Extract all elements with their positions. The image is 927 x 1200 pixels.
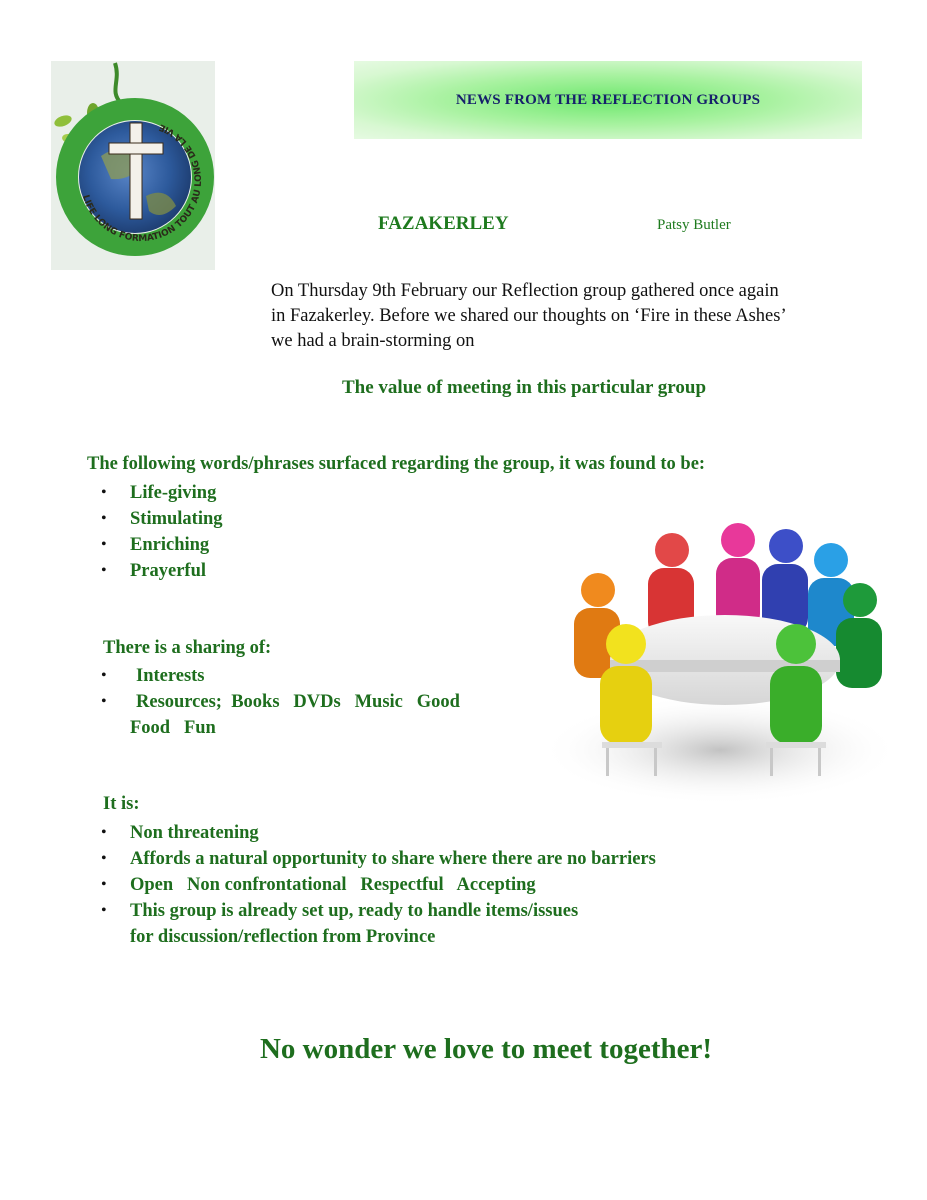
list-item: • Enriching xyxy=(101,532,223,558)
logo xyxy=(51,61,215,270)
sharing-list xyxy=(101,663,460,741)
list-item: • Affords a natural opportunity to share where there are no barriers xyxy=(101,846,656,872)
list-item-continuation: Food Fun xyxy=(130,718,216,738)
intro-line: we had a brain-storming on xyxy=(271,331,475,351)
bullet-icon: • xyxy=(101,536,107,553)
header-banner xyxy=(354,61,862,139)
list-item: • Life-giving xyxy=(101,480,223,506)
intro-line: in Fazakerley. Before we shared our thoughts on ‘Fire in these Ashes’ xyxy=(271,306,787,326)
bullet-icon: • xyxy=(101,667,107,684)
article-place: FAZAKERLEY xyxy=(378,213,509,234)
bullet-icon: • xyxy=(101,510,107,527)
bullet-icon: • xyxy=(101,824,107,841)
bullet-icon: • xyxy=(101,850,107,867)
svg-text:LIFE LONG FORMATION TOUT AU LO: LIFE LONG FORMATION TOUT AU LONG DE LA VIE xyxy=(79,121,205,245)
intro-paragraph xyxy=(271,279,871,354)
article-author: Patsy Butler xyxy=(657,217,731,233)
bullet-icon: • xyxy=(101,876,107,893)
list-item: • This group is already set up, ready to handle items/issues xyxy=(101,898,656,924)
bullet-icon: • xyxy=(101,562,107,579)
sharing-heading: There is a sharing of: xyxy=(103,638,272,658)
closing-line: No wonder we love to meet together! xyxy=(259,1033,713,1065)
round-table-illustration xyxy=(530,520,902,810)
it-is-heading: It is: xyxy=(103,794,140,814)
bullet-icon: • xyxy=(101,693,107,710)
list-item: • Stimulating xyxy=(101,506,223,532)
it-is-list xyxy=(101,820,656,950)
list-item: • Open Non confrontational Respectful Accepting xyxy=(101,872,656,898)
bullet-icon: • xyxy=(101,902,107,919)
list-item: • Prayerful xyxy=(101,558,223,584)
bullet-icon: • xyxy=(101,484,107,501)
list-item-continuation: for discussion/reflection from Province xyxy=(130,927,436,947)
list-item: • Interests xyxy=(101,663,460,689)
qualities-list xyxy=(101,480,223,584)
subheading: The value of meeting in this particular group xyxy=(342,377,707,398)
following-heading: The following words/phrases surfaced regarding the group, it was found to be: xyxy=(87,454,706,474)
banner-title: NEWS FROM THE REFLECTION GROUPS xyxy=(455,91,761,108)
list-item: • Resources; Books DVDs Music Good xyxy=(101,689,460,715)
intro-line: On Thursday 9th February our Reflection group gathered once again xyxy=(271,281,779,301)
list-item: • Non threatening xyxy=(101,820,656,846)
